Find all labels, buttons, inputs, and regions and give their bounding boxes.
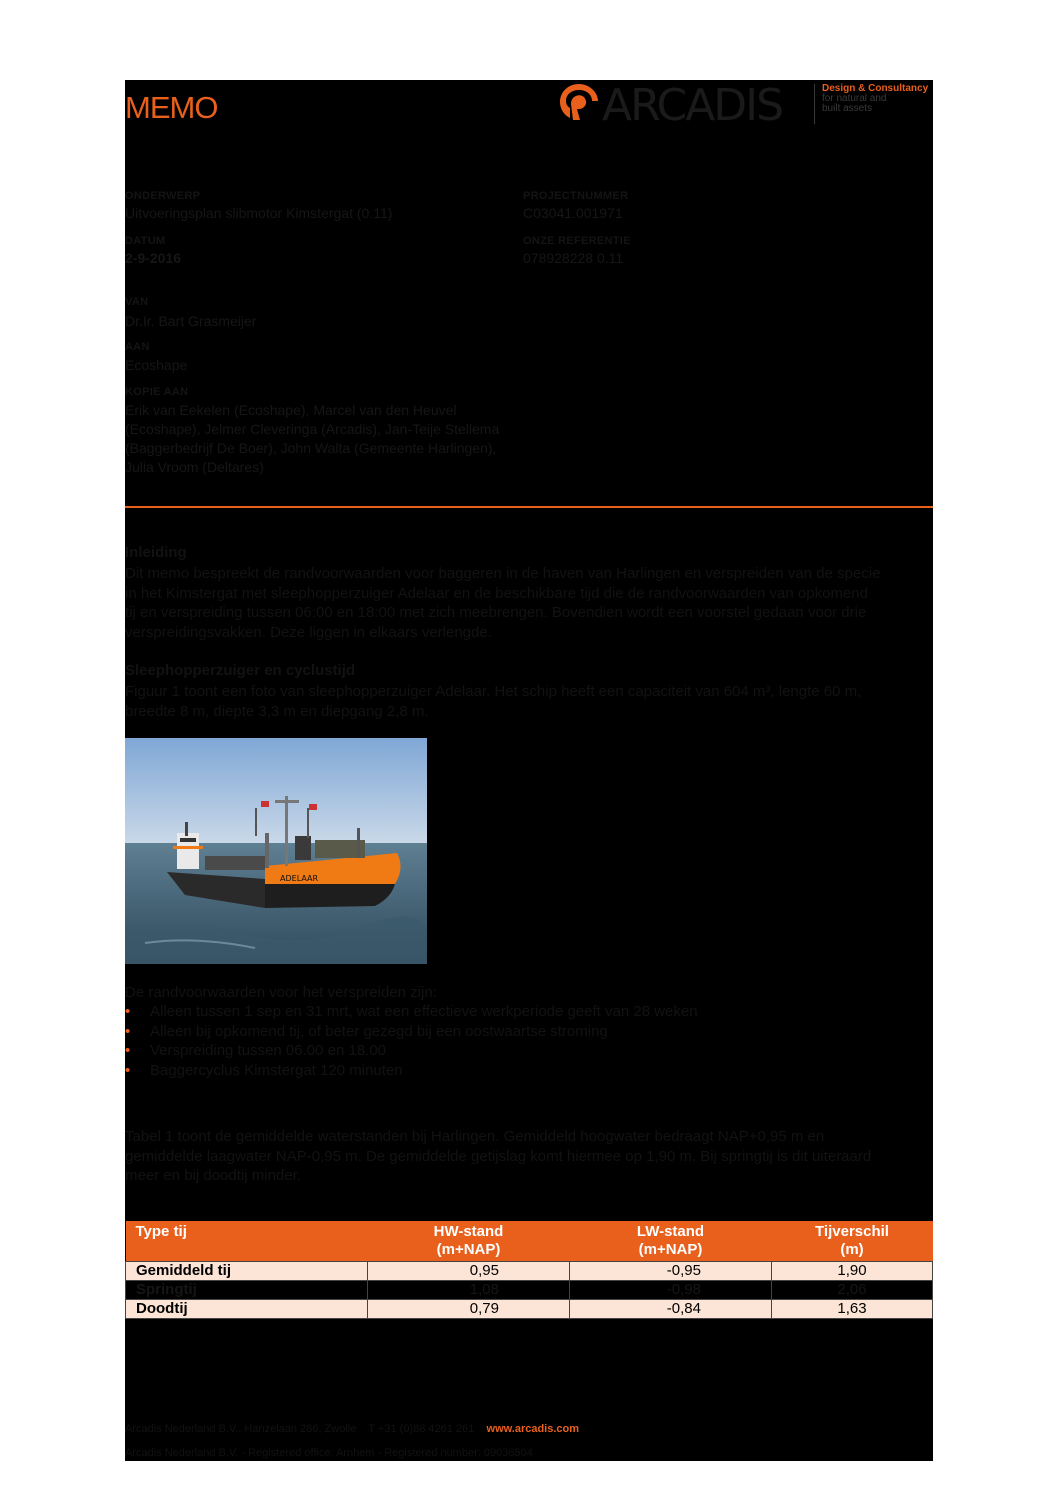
column-header: HW-stand (m+NAP) — [368, 1221, 570, 1262]
memo-title: MEMO — [125, 90, 218, 125]
aan-value: Ecoshape — [125, 357, 188, 373]
brand-tagline — [822, 84, 928, 114]
bullet-icon: • — [125, 1003, 131, 1020]
projectnummer-label: PROJECTNUMMER — [523, 190, 629, 202]
paragraph-line: in het Kimstergat met sleephopperzuiger Adelaar en de beschikbare tijd die de randvoorwaarden van opkomend — [125, 584, 868, 602]
projectnummer-value: C03041.001971 — [523, 205, 623, 221]
referentie-label: ONZE REFERENTIE — [523, 235, 631, 247]
inleiding-paragraph — [125, 564, 933, 642]
bullet-icon: • — [125, 1061, 131, 1079]
list-item: • Alleen bij opkomend tij, of beter gezegd bij een oostwaartse stroming — [125, 1022, 608, 1040]
column-header: Tijverschil (m) — [772, 1221, 933, 1262]
footer-contact: Arcadis Nederland B.V., Hanzelaan 286, Zwolle T +31 (0)88 4261 261 — [125, 1423, 475, 1435]
arcadis-logo-icon — [558, 82, 600, 122]
table-header-row — [126, 1221, 933, 1262]
table-cell: 1,08 — [368, 1281, 570, 1300]
paragraph-line: tij en verspreiding tussen 06:00 en 18:00 met zich meebrengen. Bovendien wordt een voorstel gedaan voor drie — [125, 604, 867, 621]
onderwerp-label: ONDERWERP — [125, 190, 201, 202]
aan-label: AAN — [125, 341, 150, 353]
paragraph-line: gemiddelde laagwater NAP-0,95 m. De gemiddelde getijslag komt hiermee op 1,90 m. Bij springtij is dit uiteraard — [125, 1147, 872, 1165]
list-item: • Verspreiding tussen 06.00 en 18.00 — [125, 1042, 387, 1060]
table-cell: -0,95 — [570, 1262, 772, 1281]
sleephopper-paragraph — [125, 682, 933, 721]
table-cell: -0,98 — [570, 1281, 772, 1300]
sleephopper-heading: Sleephopperzuiger en cyclustijd — [125, 662, 356, 679]
table-cell: Springtij — [126, 1281, 368, 1300]
kopie-line: Julia Vroom (Deltares) — [125, 459, 264, 475]
kopie-line: (Baggerbedrijf De Boer), John Walta (Gemeente Harlingen), — [125, 440, 497, 456]
bullet-icon: • — [125, 1042, 131, 1060]
memo-page — [125, 80, 933, 1461]
table-row — [126, 1281, 933, 1300]
van-value: Dr.Ir. Bart Grasmeijer — [125, 313, 257, 329]
referentie-value: 078928228 0.11 — [523, 250, 624, 266]
kopie-value — [125, 401, 525, 477]
list-item: • Baggercyclus Kimstergat 120 minuten — [125, 1061, 403, 1079]
tagline-line-1: Design & Consultancy — [822, 83, 929, 94]
datum-label: DATUM — [125, 235, 166, 247]
footer-address — [125, 1423, 579, 1435]
ship-name-text: ADELAAR — [280, 874, 319, 883]
dredger-photo-image — [125, 738, 427, 964]
logo-divider — [814, 84, 815, 124]
kopie-line: Erik van Eekelen (Ecoshape), Marcel van den Heuvel — [125, 402, 457, 418]
waterstanden-table — [125, 1221, 933, 1319]
column-header: LW-stand (m+NAP) — [570, 1221, 772, 1262]
paragraph-line: Tabel 1 toont de gemiddelde waterstanden bij Harlingen. Gemiddeld hoogwater bedraagt NAP+0,95 m en — [125, 1128, 825, 1145]
datum-value: 2-9-2016 — [125, 250, 182, 266]
kopie-label: KOPIE AAN — [125, 386, 189, 398]
paragraph-line: Dit memo bespreekt de randvoorwaarden voor baggeren in de haven van Harlingen en verspreiden van de specie — [125, 565, 881, 582]
randvoorwaarden-list — [125, 1002, 933, 1080]
inleiding-heading: Inleiding — [125, 544, 187, 561]
randvoorwaarden-intro: De randvoorwaarden voor het verspreiden zijn: — [125, 984, 437, 1001]
table-cell: 1,90 — [772, 1262, 933, 1281]
paragraph-line: verspreidingsvakken. Deze liggen in elkaars verlengde. — [125, 623, 492, 641]
table-cell: 0,79 — [368, 1300, 570, 1319]
paragraph-line: meer en bij doodtij minder. — [125, 1167, 301, 1184]
table-row — [126, 1262, 933, 1281]
bullet-icon: • — [125, 1022, 131, 1040]
table-row — [126, 1300, 933, 1319]
table-cell: Gemiddeld tij — [126, 1262, 368, 1281]
kopie-line: (Ecoshape), Jelmer Cleveringa (Arcadis), Jan-Teije Stellema — [125, 421, 500, 437]
brand-wordmark: ARCADIS — [602, 80, 783, 131]
footer-website-link[interactable]: www.arcadis.com — [486, 1423, 580, 1435]
tagline-line-3: built assets — [822, 103, 873, 114]
dredger-photo — [125, 738, 427, 964]
paragraph-line: breedte 8 m, diepte 3,3 m en diepgang 2,8 m. — [125, 702, 429, 720]
onderwerp-value: Uitvoeringsplan slibmotor Kimstergat (0.11) — [125, 205, 393, 221]
footer-registration: Arcadis Nederland B.V. - Registered office: Arnhem - Registered number: 09036504 — [125, 1447, 533, 1459]
table-cell: 1,63 — [772, 1300, 933, 1319]
list-item: • Alleen tussen 1 sep en 31 mrt, wat een effectieve werkperiode geeft van 28 weken — [125, 1003, 698, 1020]
paragraph-line: Figuur 1 toont een foto van sleephopperzuiger Adelaar. Het schip heeft een capaciteit van 604 m³, lengte 60 m, — [125, 683, 862, 700]
table-cell: 0,95 — [368, 1262, 570, 1281]
arcadis-logo — [558, 80, 933, 131]
header-rule — [125, 506, 933, 508]
tagline-line-2: for natural and — [822, 93, 887, 104]
column-header: Type tij — [126, 1221, 368, 1262]
van-label: VAN — [125, 296, 149, 308]
table-cell: Doodtij — [126, 1300, 368, 1319]
table-cell: -0,84 — [570, 1300, 772, 1319]
table-cell: 2,06 — [772, 1281, 933, 1300]
tabel-intro-paragraph — [125, 1127, 933, 1186]
